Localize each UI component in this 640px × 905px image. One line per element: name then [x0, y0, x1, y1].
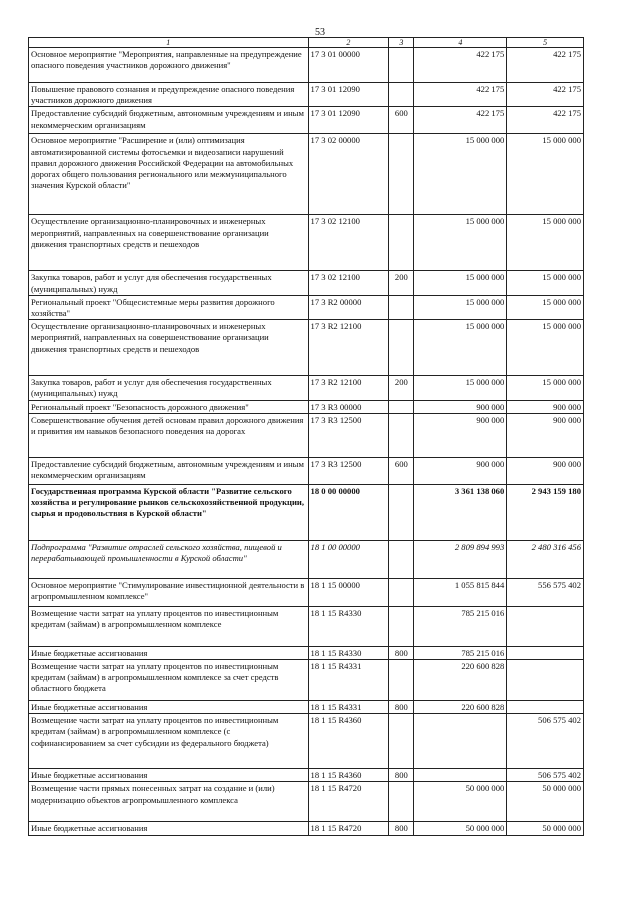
row-value-year1: 220 600 828: [414, 701, 507, 714]
row-expense-type: 200: [389, 271, 414, 295]
row-value-year2: [507, 660, 584, 701]
row-value-year2: 15 000 000: [507, 215, 584, 271]
row-code: 18 1 00 00000: [308, 540, 389, 578]
row-value-year2: 422 175: [507, 107, 584, 134]
row-name: Иные бюджетные ассигнования: [29, 701, 309, 714]
row-code: 17 3 01 00000: [308, 48, 389, 83]
row-name: Возмещение части прямых понесенных затрат на создание и (или) модернизацию объектов агропромышленного комплекса: [29, 782, 309, 822]
header-row: [29, 38, 584, 48]
header-col-4: 4: [414, 38, 507, 48]
row-value-year2: 422 175: [507, 48, 584, 83]
row-name: Иные бюджетные ассигнования: [29, 646, 309, 659]
row-name: Региональный проект "Общесистемные меры развития дорожного хозяйства": [29, 295, 309, 319]
row-value-year2: 900 000: [507, 457, 584, 484]
row-expense-type: [389, 782, 414, 822]
header-col-1: 1: [29, 38, 309, 48]
row-name: Совершенствование обучения детей основам правил дорожного движения и привития им навыков безопасного поведения на дорогах: [29, 413, 309, 457]
row-value-year2: 15 000 000: [507, 376, 584, 400]
row-value-year2: 50 000 000: [507, 782, 584, 822]
row-value-year2: 15 000 000: [507, 134, 584, 215]
row-code: 18 1 15 00000: [308, 578, 389, 606]
table-row: [29, 134, 584, 215]
row-name: Предоставление субсидий бюджетным, автономным учреждениям и иным некоммерческим организациям: [29, 107, 309, 134]
table-row: [29, 295, 584, 319]
row-value-year1: 422 175: [414, 107, 507, 134]
table-row: [29, 400, 584, 413]
row-value-year2: 15 000 000: [507, 295, 584, 319]
row-value-year1: 785 215 016: [414, 646, 507, 659]
row-value-year2: 556 575 402: [507, 578, 584, 606]
row-code: 17 3 02 12100: [308, 215, 389, 271]
row-value-year2: [507, 701, 584, 714]
row-name: Возмещение части затрат на уплату процентов по инвестиционным кредитам (займам) в агропромышленном комплексе: [29, 606, 309, 646]
row-expense-type: [389, 320, 414, 376]
table-row: [29, 540, 584, 578]
row-code: 17 3 01 12090: [308, 107, 389, 134]
row-value-year1: 50 000 000: [414, 782, 507, 822]
row-value-year1: 3 361 138 060: [414, 484, 507, 540]
row-code: 17 3 R2 12100: [308, 376, 389, 400]
row-expense-type: [389, 215, 414, 271]
row-code: 18 1 15 R4331: [308, 660, 389, 701]
row-value-year1: 50 000 000: [414, 822, 507, 835]
row-value-year2: 50 000 000: [507, 822, 584, 835]
table-row: [29, 271, 584, 295]
row-code: 18 1 15 R4360: [308, 714, 389, 769]
table-row: [29, 606, 584, 646]
row-expense-type: 800: [389, 822, 414, 835]
row-code: 18 1 15 R4331: [308, 701, 389, 714]
row-name: Иные бюджетные ассигнования: [29, 769, 309, 782]
row-expense-type: [389, 400, 414, 413]
row-name: Основное мероприятие "Мероприятия, направленные на предупреждение опасного поведения участников дорожного движения": [29, 48, 309, 83]
row-value-year1: 220 600 828: [414, 660, 507, 701]
row-name: Повышение правового сознания и предупреждение опасного поведения участников дорожного движения: [29, 83, 309, 107]
row-expense-type: [389, 484, 414, 540]
row-name: Осуществление организационно-планировочных и инженерных мероприятий, направленных на совершенствование организации движения транспортных средств и пешеходов: [29, 215, 309, 271]
row-name: Осуществление организационно-планировочных и инженерных мероприятий, направленных на совершенствование организации движения транспортных средств и пешеходов: [29, 320, 309, 376]
row-code: 18 0 00 00000: [308, 484, 389, 540]
row-value-year1: 1 055 815 844: [414, 578, 507, 606]
row-code: 18 1 15 R4720: [308, 822, 389, 835]
row-code: 17 3 R2 12100: [308, 320, 389, 376]
row-value-year1: 15 000 000: [414, 215, 507, 271]
row-value-year2: [507, 606, 584, 646]
row-value-year2: [507, 646, 584, 659]
table-row: [29, 714, 584, 769]
row-expense-type: [389, 714, 414, 769]
row-name: Основное мероприятие "Расширение и (или) оптимизация автоматизированной системы фотосъемки и видеозаписи нарушений правил дорожного движения Российской Федерации на автомобильных дорогах общего пользования регионального или межмуниципального значения Курской области": [29, 134, 309, 215]
table-row: [29, 413, 584, 457]
table-row: [29, 769, 584, 782]
row-value-year2: 900 000: [507, 413, 584, 457]
header-col-5: 5: [507, 38, 584, 48]
row-value-year1: 422 175: [414, 83, 507, 107]
table-row: [29, 320, 584, 376]
row-value-year1: 2 809 894 993: [414, 540, 507, 578]
row-value-year1: 900 000: [414, 457, 507, 484]
table-row: [29, 484, 584, 540]
row-expense-type: [389, 606, 414, 646]
row-value-year1: 15 000 000: [414, 134, 507, 215]
row-code: 17 3 02 12100: [308, 271, 389, 295]
row-code: 17 3 R2 00000: [308, 295, 389, 319]
row-name: Региональный проект "Безопасность дорожного движения": [29, 400, 309, 413]
header-col-3: 3: [389, 38, 414, 48]
row-value-year1: 900 000: [414, 400, 507, 413]
row-value-year1: 422 175: [414, 48, 507, 83]
row-expense-type: [389, 134, 414, 215]
row-value-year1: 785 215 016: [414, 606, 507, 646]
table-row: [29, 376, 584, 400]
row-expense-type: 600: [389, 107, 414, 134]
row-value-year2: 506 575 402: [507, 714, 584, 769]
row-value-year2: 15 000 000: [507, 320, 584, 376]
table-row: [29, 701, 584, 714]
header-col-2: 2: [308, 38, 389, 48]
row-expense-type: 800: [389, 769, 414, 782]
row-code: 17 3 R3 00000: [308, 400, 389, 413]
table-row: [29, 48, 584, 83]
table-row: [29, 83, 584, 107]
row-name: Возмещение части затрат на уплату процентов по инвестиционным кредитам (займам) в агропромышленном комплексе (с софинансированием за счет субсидии из федерального бюджета): [29, 714, 309, 769]
row-name: Государственная программа Курской области "Развитие сельского хозяйства и регулирование рынков сельскохозяйственной продукции, сырья и продовольствия в Курской области": [29, 484, 309, 540]
row-value-year1: 15 000 000: [414, 295, 507, 319]
row-value-year2: 15 000 000: [507, 271, 584, 295]
row-expense-type: [389, 413, 414, 457]
row-expense-type: [389, 295, 414, 319]
row-code: 18 1 15 R4360: [308, 769, 389, 782]
row-expense-type: [389, 660, 414, 701]
row-name: Возмещение части затрат на уплату процентов по инвестиционным кредитам (займам) в агропромышленном комплексе за счет средств областного бюджета: [29, 660, 309, 701]
table-row: [29, 646, 584, 659]
row-value-year2: 2 943 159 180: [507, 484, 584, 540]
row-expense-type: [389, 540, 414, 578]
row-expense-type: [389, 578, 414, 606]
row-expense-type: 600: [389, 457, 414, 484]
row-name: Иные бюджетные ассигнования: [29, 822, 309, 835]
table-row: [29, 107, 584, 134]
table-row: [29, 215, 584, 271]
row-value-year1: [414, 769, 507, 782]
row-expense-type: 200: [389, 376, 414, 400]
page-number: 53: [315, 27, 325, 38]
row-value-year2: 2 480 316 456: [507, 540, 584, 578]
row-value-year2: 422 175: [507, 83, 584, 107]
row-value-year1: 15 000 000: [414, 376, 507, 400]
row-expense-type: [389, 48, 414, 83]
row-expense-type: [389, 83, 414, 107]
row-expense-type: 800: [389, 646, 414, 659]
row-code: 18 1 15 R4330: [308, 646, 389, 659]
row-name: Закупка товаров, работ и услуг для обеспечения государственных (муниципальных) нужд: [29, 376, 309, 400]
table-body: [29, 48, 584, 836]
row-code: 17 3 R3 12500: [308, 457, 389, 484]
row-value-year2: 506 575 402: [507, 769, 584, 782]
table-row: [29, 578, 584, 606]
row-value-year1: 15 000 000: [414, 320, 507, 376]
table-row: [29, 782, 584, 822]
row-expense-type: 800: [389, 701, 414, 714]
row-name: Закупка товаров, работ и услуг для обеспечения государственных (муниципальных) нужд: [29, 271, 309, 295]
budget-table: [28, 37, 584, 836]
row-name: Подпрограмма "Развитие отраслей сельского хозяйства, пищевой и перерабатывающей промышленности в Курской области": [29, 540, 309, 578]
row-code: 17 3 R3 12500: [308, 413, 389, 457]
row-code: 17 3 02 00000: [308, 134, 389, 215]
table-row: [29, 457, 584, 484]
row-value-year1: 15 000 000: [414, 271, 507, 295]
row-value-year1: 900 000: [414, 413, 507, 457]
row-code: 18 1 15 R4720: [308, 782, 389, 822]
table-row: [29, 822, 584, 835]
row-name: Основное мероприятие "Стимулирование инвестиционной деятельности в агропромышленном комплексе": [29, 578, 309, 606]
row-code: 17 3 01 12090: [308, 83, 389, 107]
row-value-year2: 900 000: [507, 400, 584, 413]
row-code: 18 1 15 R4330: [308, 606, 389, 646]
row-value-year1: [414, 714, 507, 769]
table-row: [29, 660, 584, 701]
row-name: Предоставление субсидий бюджетным, автономным учреждениям и иным некоммерческим организациям: [29, 457, 309, 484]
